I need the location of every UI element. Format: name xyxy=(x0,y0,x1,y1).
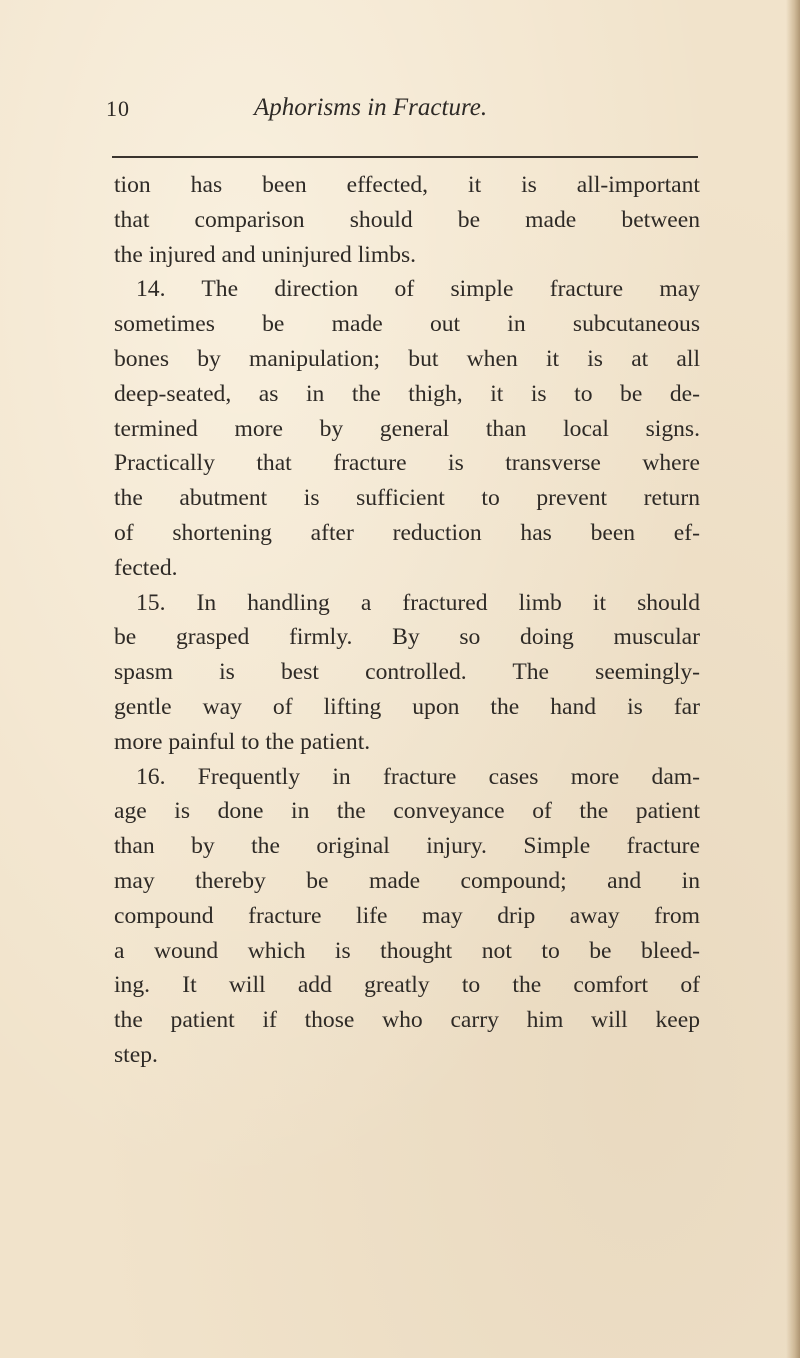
text-line: more painful to the patient. xyxy=(114,728,371,755)
paragraph-14-start: 14. The direction of simple fracture may xyxy=(136,276,700,303)
text-line: than by the original injury. Simple fracture xyxy=(114,833,700,860)
text-line: termined more by general than local signs. xyxy=(114,415,700,442)
text-line: sometimes be made out in subcutaneous xyxy=(114,311,700,338)
text-line: spasm is best controlled. The seemingly- xyxy=(114,659,700,686)
text-line: be grasped firmly. By so doing muscular xyxy=(114,624,700,651)
text-line: Practically that fracture is transverse where xyxy=(114,450,700,477)
text-line: deep-seated, as in the thigh, it is to be de- xyxy=(114,380,700,407)
page-edge-shadow xyxy=(786,0,800,1358)
text-line: of shortening after reduction has been ef- xyxy=(114,519,700,546)
text-line: gentle way of lifting upon the hand is far xyxy=(114,693,700,720)
page-number: 10 xyxy=(106,96,130,121)
text-line: compound fracture life may drip away from xyxy=(114,902,700,929)
text-line: tion has been effected, it is all-important xyxy=(114,172,700,198)
text-line: ing. It will add greatly to the comfort of xyxy=(114,972,700,999)
body-text xyxy=(114,168,700,1073)
text-line: the patient if those who carry him will keep xyxy=(114,1007,700,1034)
text-line: may thereby be made compound; and in xyxy=(114,867,700,894)
text-line: the injured and uninjured limbs. xyxy=(114,241,417,268)
text-line: step. xyxy=(114,1041,158,1068)
text-line: the abutment is sufficient to prevent return xyxy=(114,485,700,512)
running-title: Aphorisms in Fracture. xyxy=(254,94,488,121)
paragraph-16-start: 16. Frequently in fracture cases more dam- xyxy=(136,763,700,790)
text-line: that comparison should be made between xyxy=(114,206,700,233)
header-rule xyxy=(112,156,698,158)
text-line: age is done in the conveyance of the patient xyxy=(114,798,700,825)
text-line: bones by manipulation; but when it is at all xyxy=(114,345,700,372)
paragraph-15-start: 15. In handling a fractured limb it should xyxy=(136,589,700,616)
text-line: fected. xyxy=(114,554,178,581)
text-line: a wound which is thought not to be bleed- xyxy=(114,937,700,964)
